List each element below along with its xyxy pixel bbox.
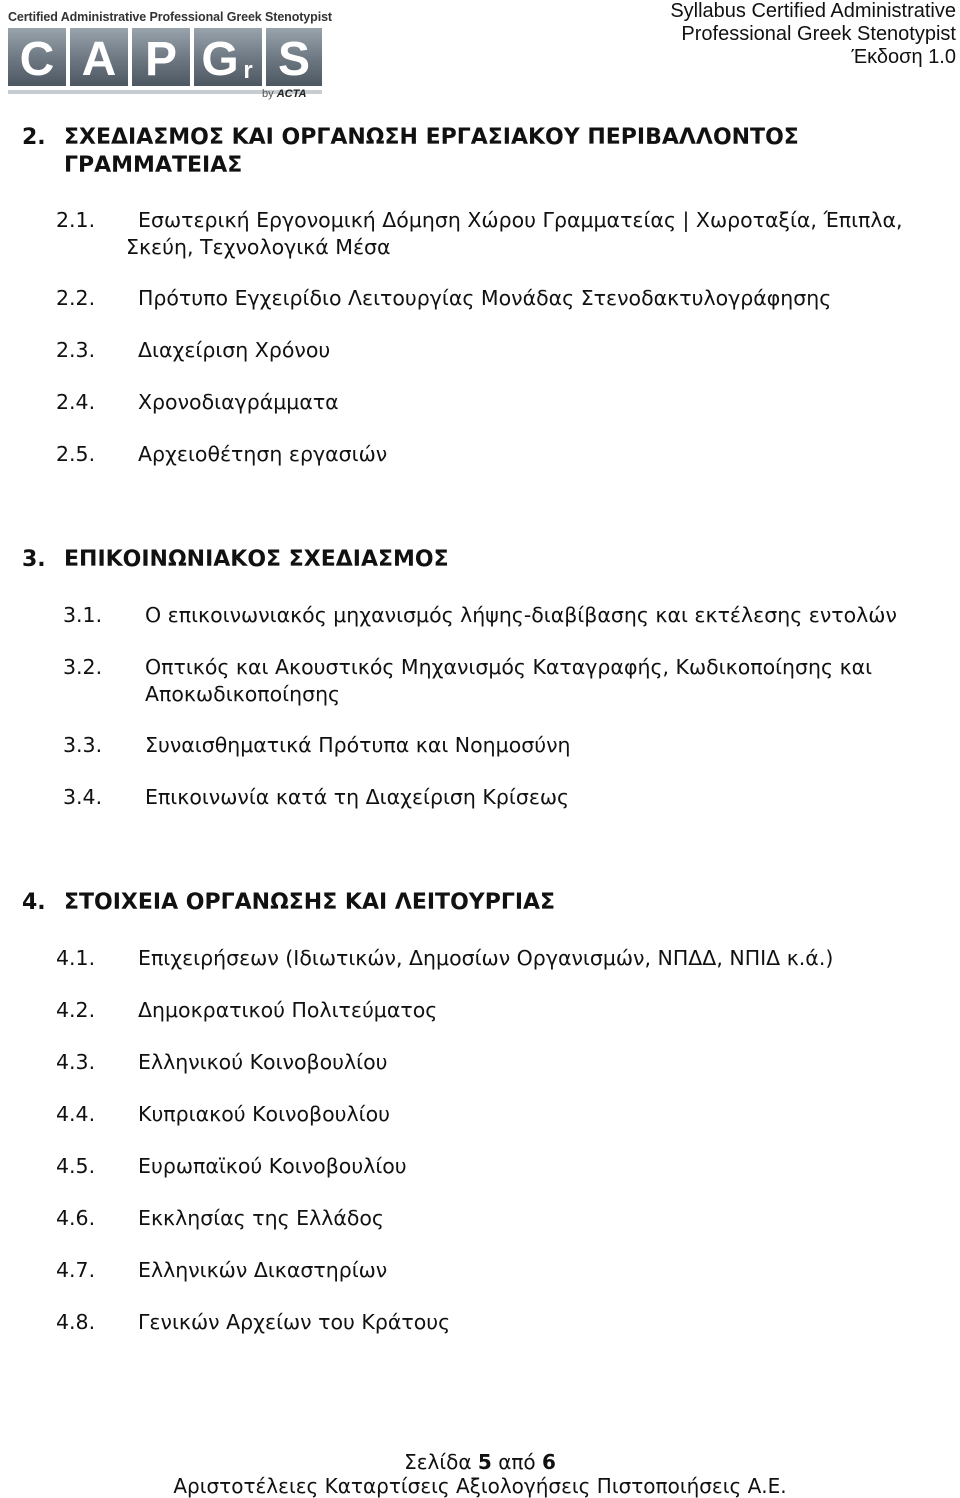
section-item-4-7: 4.7. Ελληνικών Δικαστηρίων xyxy=(56,1258,388,1282)
section-item-4-4: 4.4. Κυπριακού Κοινοβουλίου xyxy=(56,1102,390,1126)
section-item-2-2: 2.2. Πρότυπο Εγχειρίδιο Λειτουργίας Μονάδας Στενοδακτυλογράφησης xyxy=(56,286,832,310)
footer-company: Αριστοτέλειες Καταρτίσεις Αξιολογήσεις Πιστοποιήσεις Α.Ε. xyxy=(173,1474,787,1498)
document-header xyxy=(670,0,956,69)
section-item-4-2: 4.2. Δημοκρατικού Πολιτεύματος xyxy=(56,998,438,1022)
section-item-2-1: 2.1. Εσωτερική Εργονομική Δόμηση Χώρου Γραμματείας | Χωροταξία, Έπιπλα, Σκεύη, Τεχνολογικά Μέσα xyxy=(56,208,903,259)
section-item-4-6: 4.6. Εκκλησίας της Ελλάδος xyxy=(56,1206,384,1230)
logo-letter-a: A xyxy=(81,33,117,86)
section-3-heading: 3. ΕΠΙΚΟΙΝΩΝΙΑΚΟΣ ΣΧΕΔΙΑΣΜΟΣ xyxy=(22,547,449,572)
section-item-2-4: 2.4. Χρονοδιαγράμματα xyxy=(56,390,339,414)
header-title-line1: Syllabus Certified Administrative xyxy=(670,0,956,22)
header-version: Έκδοση 1.0 xyxy=(851,46,956,68)
section-item-2-3: 2.3. Διαχείριση Χρόνου xyxy=(56,338,331,362)
section-item-4-1: 4.1. Επιχειρήσεων (Ιδιωτικών, Δημοσίων Οργανισμών, ΝΠΔΔ, ΝΠΙΔ κ.ά.) xyxy=(56,946,834,970)
header-title-line2: Professional Greek Stenotypist xyxy=(681,23,956,45)
section-item-2-5: 2.5. Αρχειοθέτηση εργασιών xyxy=(56,442,388,466)
logo-letter-p: P xyxy=(144,33,178,86)
logo-letter-g: G xyxy=(201,33,239,86)
logo-letter-r: r xyxy=(243,57,253,84)
logo-letter-s: S xyxy=(277,33,311,86)
logo-caption: Certified Administrative Professional Greek Stenotypist xyxy=(8,10,332,24)
section-item-4-3: 4.3. Ελληνικού Κοινοβουλίου xyxy=(56,1050,388,1074)
section-item-4-5: 4.5. Ευρωπαϊκού Κοινοβουλίου xyxy=(56,1154,407,1178)
section-item-3-3: 3.3. Συναισθηματικά Πρότυπα και Νοημοσύνη xyxy=(63,733,571,757)
logo-letter-blocks xyxy=(8,28,322,94)
section-item-3-4: 3.4. Επικοινωνία κατά τη Διαχείριση Κρίσεως xyxy=(63,785,570,809)
logo-by-acta: by ACTA xyxy=(262,88,307,100)
section-item-3-1: 3.1. Ο επικοινωνιακός μηχανισμός λήψης-διαβίβασης και εκτέλεσης εντολών xyxy=(63,603,897,627)
section-item-3-2: 3.2. Οπτικός και Ακουστικός Μηχανισμός Καταγραφής, Κωδικοποίησης και Αποκωδικοποίησης xyxy=(63,655,873,706)
section-item-4-8: 4.8. Γενικών Αρχείων του Κράτους xyxy=(56,1310,451,1334)
section-2-heading: 2. ΣΧΕΔΙΑΣΜΟΣ ΚΑΙ ΟΡΓΑΝΩΣΗ ΕΡΓΑΣΙΑΚΟΥ ΠΕΡΙΒΑΛΛΟΝΤΟΣ ΓΡΑΜΜΑΤΕΙΑΣ xyxy=(22,125,799,178)
page-number: Σελίδα 5 από 6 xyxy=(404,1450,556,1474)
capgrs-logo xyxy=(4,4,332,100)
logo-letter-c: C xyxy=(19,33,55,86)
section-4-heading: 4. ΣΤΟΙΧΕΙΑ ΟΡΓΑΝΩΣΗΣ ΚΑΙ ΛΕΙΤΟΥΡΓΙΑΣ xyxy=(22,890,556,915)
